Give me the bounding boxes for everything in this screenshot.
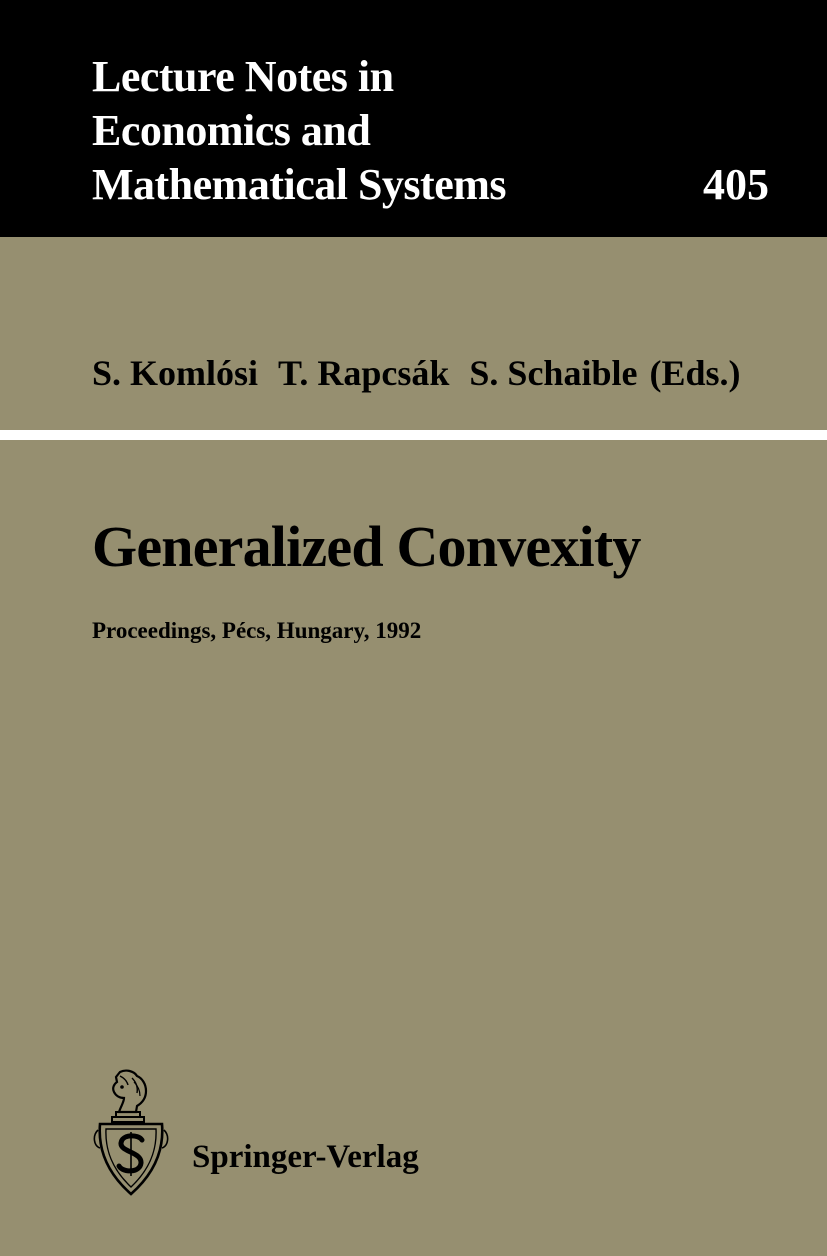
editor-name: S. Komlósi [92,353,259,393]
series-title-line-3: Mathematical Systems [92,160,507,209]
editor-name: S. Schaible [469,353,638,393]
editors-role: (Eds.) [649,353,741,393]
publisher-name: Springer-Verlag [192,1139,419,1175]
series-band [0,0,827,237]
editor-name: T. Rapcsák [278,353,450,393]
book-title: Generalized Convexity [92,514,641,579]
book-subtitle: Proceedings, Pécs, Hungary, 1992 [92,618,422,643]
springer-knight-logo-icon [90,1068,172,1198]
series-title-line-2: Economics and [92,106,371,155]
editors-line [92,355,740,391]
divider-rule [0,430,827,440]
series-title-line-1: Lecture Notes in [92,52,394,101]
volume-number: 405 [703,160,769,209]
